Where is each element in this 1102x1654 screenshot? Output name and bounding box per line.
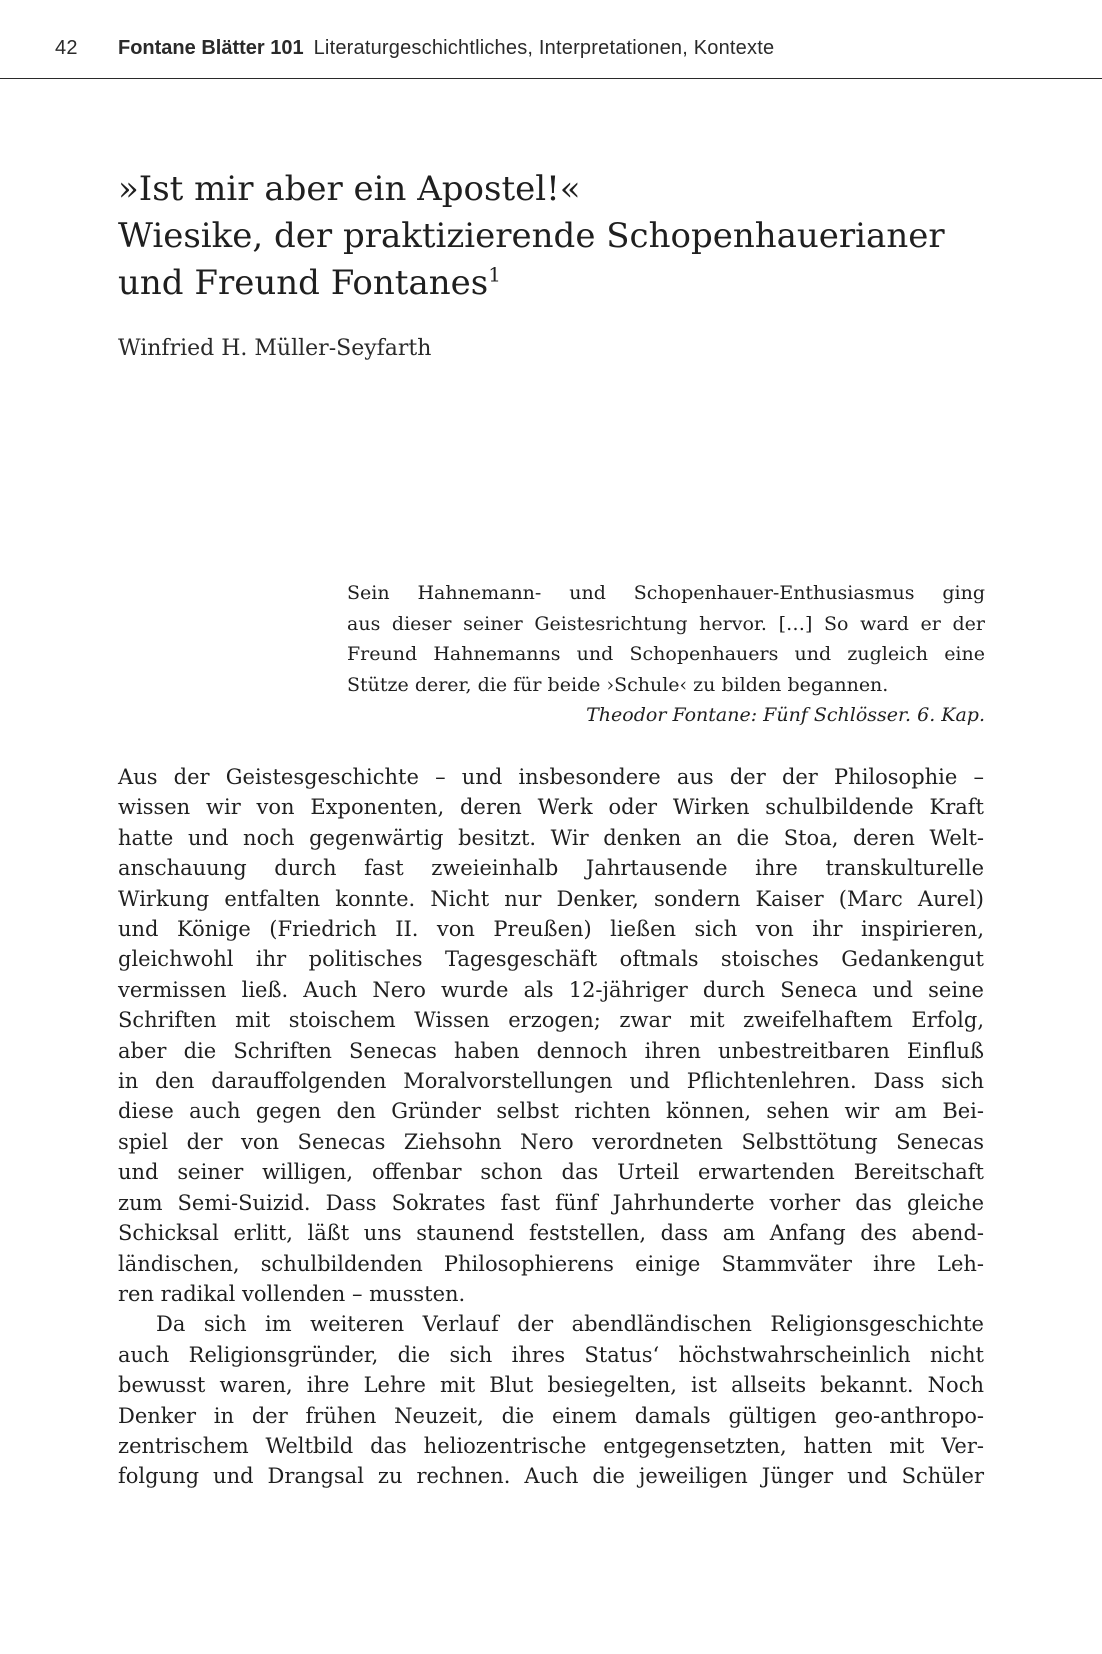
page-number: 42 xyxy=(55,37,78,59)
body-line: vermissen ließ. Auch Nero wurde als 12-jähriger durch Seneca und seine xyxy=(118,977,984,1002)
body-line: hatte und noch gegenwärtig besitzt. Wir denken an die Stoa, deren Welt- xyxy=(118,825,984,850)
journal-line xyxy=(118,37,774,60)
body-line: und seiner willigen, offenbar schon das Urteil erwartenden Bereitschaft xyxy=(118,1160,984,1185)
body-line: gleichwohl ihr politisches Tagesgeschäft oftmals stoisches Gedankengut xyxy=(118,947,984,972)
body-line: in den darauffolgenden Moralvorstellungen und Pflichtenlehren. Dass sich xyxy=(118,1069,984,1094)
author-name: Winfried H. Müller-Seyfarth xyxy=(118,336,432,361)
epigraph-line: Sein Hahnemann- und Schopenhauer-Enthusiasmus ging xyxy=(347,582,985,604)
epigraph-line: Freund Hahnemanns und Schopenhauers und zugleich eine xyxy=(347,643,985,665)
footnote-mark[interactable]: 1 xyxy=(488,262,501,287)
section-title: Literaturgeschichtliches, Interpretationen, Kontexte xyxy=(313,37,775,59)
title-line-3 xyxy=(118,260,1018,307)
title-line-1: »Ist mir aber ein Apostel!« xyxy=(118,169,581,209)
body-line: ländischen, schulbildenden Philosophierens einige Stammväter ihre Leh- xyxy=(118,1251,984,1276)
body-line: diese auch gegen den Gründer selbst richten können, sehen wir am Bei- xyxy=(118,1099,984,1124)
paragraph-2 xyxy=(118,1309,984,1491)
epigraph-line: Stütze derer, die für beide ›Schule‹ zu bilden begannen. xyxy=(347,673,889,696)
body-line: aber die Schriften Senecas haben dennoch ihren unbestreitbaren Einfluß xyxy=(118,1038,984,1063)
paragraph-1 xyxy=(118,762,984,1309)
body-line: bewusst waren, ihre Lehre mit Blut besiegelten, ist allseits bekannt. Noch xyxy=(118,1373,984,1398)
body-line: anschauung durch fast zweieinhalb Jahrtausende ihre transkulturelle xyxy=(118,856,984,881)
body-line: Aus der Geistesgeschichte – und insbesondere aus der der Philosophie – xyxy=(118,765,984,789)
epigraph-source: Theodor Fontane: Fünf Schlösser. 6. Kap. xyxy=(586,704,985,726)
body-line: Wirkung entfalten konnte. Nicht nur Denker, sondern Kaiser (Marc Aurel) xyxy=(118,886,984,911)
body-line: zentrischem Weltbild das heliozentrische entgegensetzten, hatten mit Ver- xyxy=(118,1433,984,1458)
title-line-3-text: und Freund Fontanes xyxy=(118,263,489,303)
body-line: folgung und Drangsal zu rechnen. Auch die jeweiligen Jünger und Schüler xyxy=(118,1464,984,1489)
body-line: spiel der von Senecas Ziehsohn Nero verordneten Selbsttötung Senecas xyxy=(118,1129,984,1154)
body-line: wissen wir von Exponenten, deren Werk oder Wirken schulbildende Kraft xyxy=(118,795,984,820)
body-line: Denker in der frühen Neuzeit, die einem damals gültigen geo-anthropo- xyxy=(118,1403,984,1428)
body-line: ren radikal vollenden – mussten. xyxy=(118,1281,466,1306)
epigraph-line: aus dieser seiner Geistesrichtung hervor. […] So ward er der xyxy=(347,612,985,635)
body-line: Da sich im weiteren Verlauf der abendländischen Religionsgeschichte xyxy=(156,1312,984,1337)
article-title xyxy=(118,166,1018,307)
running-head xyxy=(0,0,1102,79)
body-line: auch Religionsgründer, die sich ihres Status‘ höchstwahrscheinlich nicht xyxy=(118,1342,984,1367)
title-line-2: Wiesike, der praktizierende Schopenhauerianer xyxy=(118,216,945,256)
body-line: Schicksal erlitt, läßt uns staunend feststellen, dass am Anfang des abend- xyxy=(118,1221,984,1246)
body-line: zum Semi-Suizid. Dass Sokrates fast fünf Jahrhunderte vorher das gleiche xyxy=(118,1190,984,1215)
body-line: und Könige (Friedrich II. von Preußen) ließen sich von ihr inspirieren, xyxy=(118,917,984,942)
epigraph xyxy=(347,578,985,731)
body-line: Schriften mit stoischem Wissen erzogen; zwar mit zweifelhaftem Erfolg, xyxy=(118,1008,984,1033)
journal-name: Fontane Blätter 101 xyxy=(118,37,304,59)
body-text xyxy=(118,762,984,1492)
